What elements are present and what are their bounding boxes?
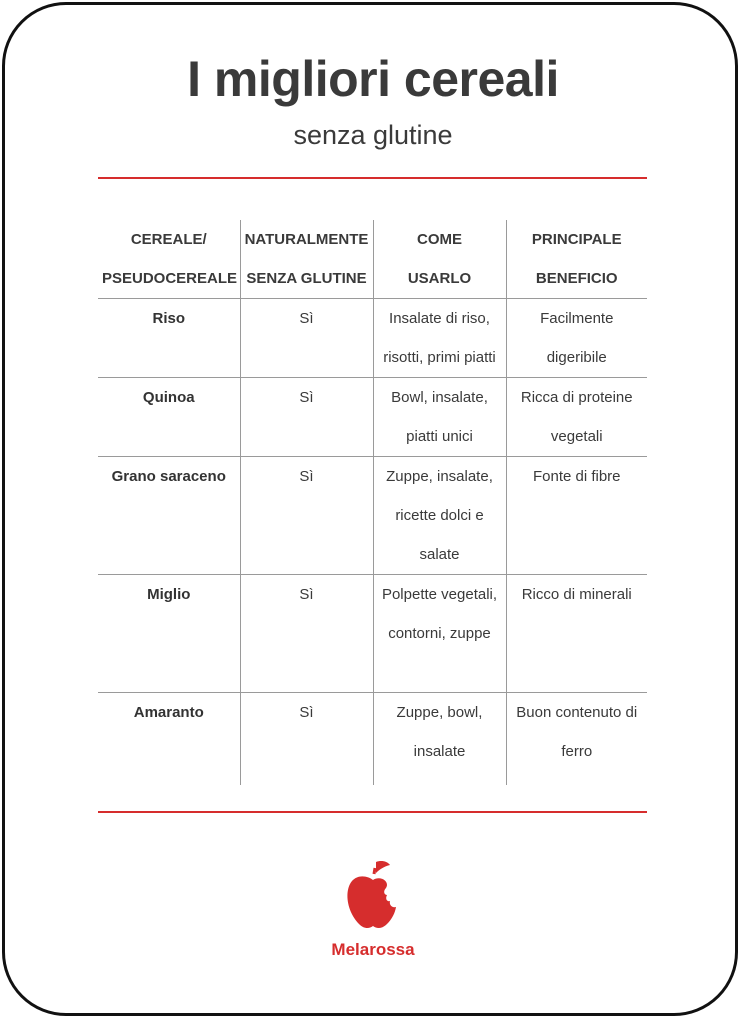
cell-uso: Zuppe, insalate, ricette dolci e salate — [373, 457, 506, 575]
cell-uso: Polpette vegetali, contorni, zuppe — [373, 575, 506, 693]
cell-senza-glutine: Sì — [240, 457, 373, 575]
cell-senza-glutine: Sì — [240, 299, 373, 378]
cell-beneficio: Buon contenuto di ferro — [506, 693, 647, 786]
cell-senza-glutine: Sì — [240, 575, 373, 693]
column-header-uso — [373, 220, 506, 299]
cell-cereale: Miglio — [147, 586, 191, 603]
column-header-line: USARLO — [407, 270, 472, 287]
cell-senza-glutine: Sì — [240, 693, 373, 786]
cell-uso: Bowl, insalate, piatti unici — [373, 378, 506, 457]
column-header-line: PSEUDOCEREALE — [102, 270, 238, 287]
cell-beneficio: Fonte di fibre — [506, 457, 647, 575]
cell-beneficio: Ricco di minerali — [506, 575, 647, 693]
cell-cereale: Quinoa — [142, 389, 195, 406]
column-header-line: COME — [417, 231, 462, 248]
cell-cereale: Amaranto — [133, 704, 204, 721]
column-header-line: BENEFICIO — [535, 270, 618, 287]
column-header-senza-glutine — [240, 220, 373, 299]
table-row — [98, 457, 647, 575]
cell-senza-glutine: Sì — [240, 378, 373, 457]
table-row — [98, 575, 647, 693]
column-header-line: CEREALE/ — [130, 231, 207, 248]
brand-name: Melarossa — [331, 940, 415, 959]
column-header-line: NATURALMENTE — [244, 231, 369, 248]
top-divider — [98, 177, 647, 179]
table-row — [98, 693, 647, 786]
column-header-beneficio — [506, 220, 647, 299]
cell-cereale: Grano saraceno — [111, 468, 226, 485]
table-row — [98, 299, 647, 378]
cell-uso: Zuppe, bowl, insalate — [373, 693, 506, 786]
cell-beneficio: Ricca di proteine vegetali — [506, 378, 647, 457]
page-title: I migliori cereali — [187, 51, 559, 107]
page-subtitle: senza glutine — [293, 120, 453, 150]
apple-logo-icon — [0, 858, 746, 934]
column-header-line: SENZA GLUTINE — [246, 270, 367, 287]
table-header-row — [98, 220, 647, 299]
cell-cereale: Riso — [152, 310, 185, 327]
column-header-line: PRINCIPALE — [531, 231, 622, 248]
cell-beneficio: Facilmente digeribile — [506, 299, 647, 378]
cereals-table — [98, 220, 647, 785]
table-row — [98, 378, 647, 457]
column-header-cereale — [98, 220, 240, 299]
bottom-divider — [98, 811, 647, 813]
cell-uso: Insalate di riso, risotti, primi piatti — [373, 299, 506, 378]
